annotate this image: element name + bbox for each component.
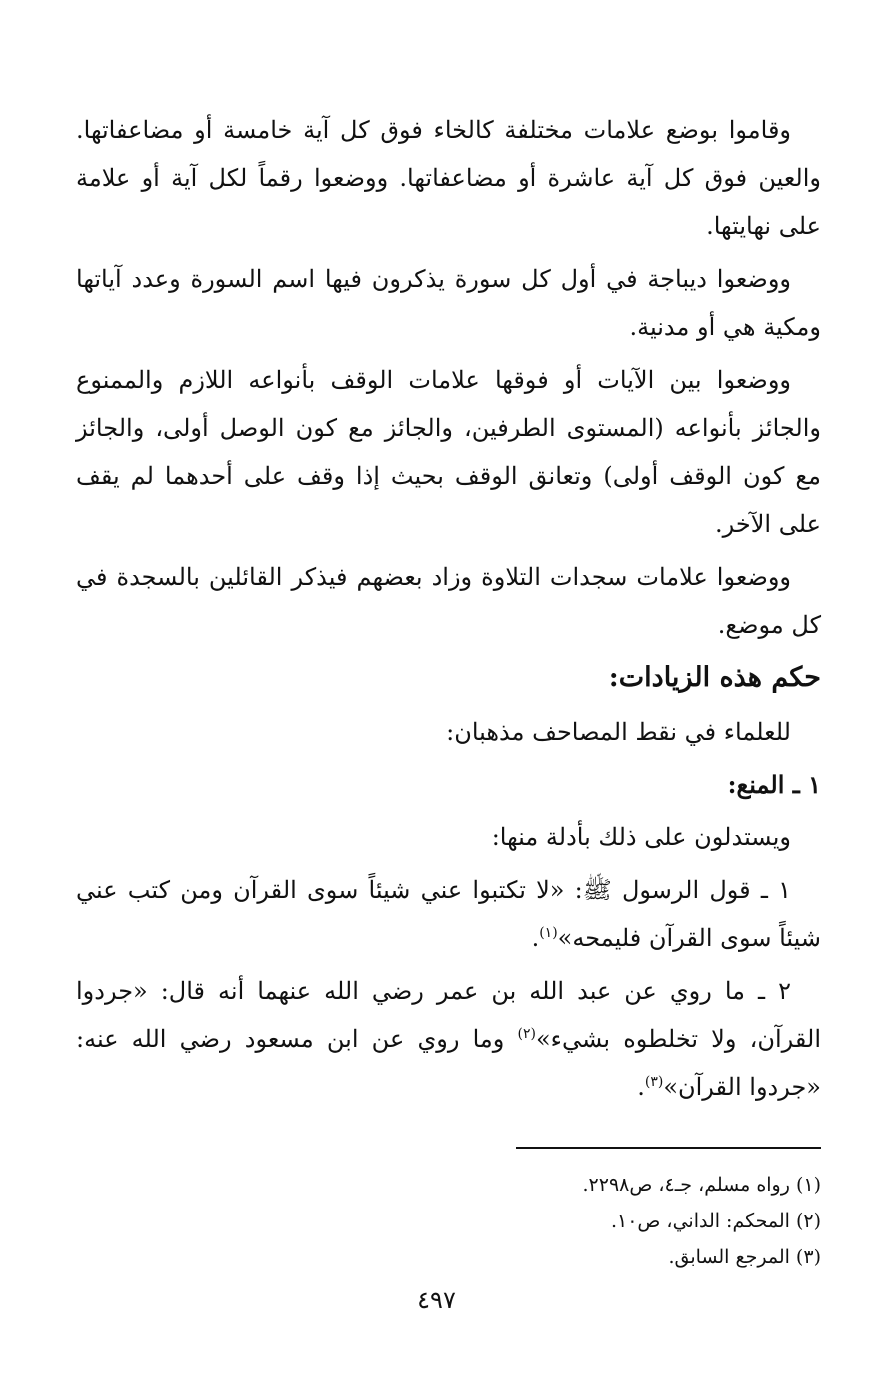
evidence-1-end: .	[531, 924, 540, 952]
footnote-ref-3: (٣)	[644, 1074, 664, 1090]
footnote-ref-2: (٢)	[517, 1026, 536, 1042]
paragraph-sajda-marks: ووضعوا علامات سجدات التلاوة وزاد بعضهم فيذكر القائلين بالسجدة في كل موضع.	[76, 563, 821, 639]
section-heading: حكم هذه الزيادات:	[608, 662, 821, 693]
evidence-intro: ويستدلون على ذلك بأدلة منها:	[491, 823, 791, 851]
footnote-1: (١) رواه مسلم، جـ٤، ص٢٢٩٨.	[582, 1174, 821, 1196]
paragraph-waqf-marks: ووضعوا بين الآيات أو فوقها علامات الوقف بأنواعه اللازم والممنوع والجائز بأنواعه (المستوى الطرفين، والجائز مع كون الوصل أولى، والجائز مع كون الوقف أولى) وتعانق الوقف بحيث إذا وقف على أحدهما لم يقف على الآخر.	[76, 366, 821, 538]
intro-line: للعلماء في نقط المصاحف مذهبان:	[446, 718, 791, 746]
footnote-divider	[516, 1147, 821, 1149]
evidence-2-text-a: ٢ ـ ما روي عن عبد الله بن عمر رضي الله عنهما أنه قال: «جردوا القرآن، ولا تخلطوه بشيء»	[76, 977, 822, 1053]
evidence-2-end: .	[637, 1073, 645, 1101]
section1-title: ١ ـ المنع:	[727, 770, 821, 799]
evidence-1-text: ١ ـ قول الرسول ﷺ: «لا تكتبوا عني شيئاً سوى القرآن ومن كتب عني شيئاً سوى القرآن فليمحه»	[76, 876, 821, 952]
evidence-2	[76, 967, 821, 1111]
footnote-ref-1: (١)	[539, 925, 558, 941]
evidence-2-text-b: وما روي عن ابن مسعود رضي الله عنه: «جردوا القرآن»	[76, 1025, 821, 1101]
footnote-3: (٣) المرجع السابق.	[668, 1246, 821, 1268]
paragraph-surah-preamble: ووضعوا ديباجة في أول كل سورة يذكرون فيها اسم السورة وعدد آياتها ومكية هي أو مدنية.	[76, 265, 821, 341]
evidence-1	[76, 866, 821, 962]
page-number: ٤٩٧	[417, 1286, 456, 1314]
footnote-2: (٢) المحكم: الداني، ص١٠.	[610, 1210, 821, 1232]
paragraph-verse-markers: وقاموا بوضع علامات مختلفة كالخاء فوق كل آية خامسة أو مضاعفاتها. والعين فوق كل آية عاشرة أو مضاعفاتها. ووضعوا رقماً لكل آية أو علامة على نهايتها.	[76, 116, 821, 240]
